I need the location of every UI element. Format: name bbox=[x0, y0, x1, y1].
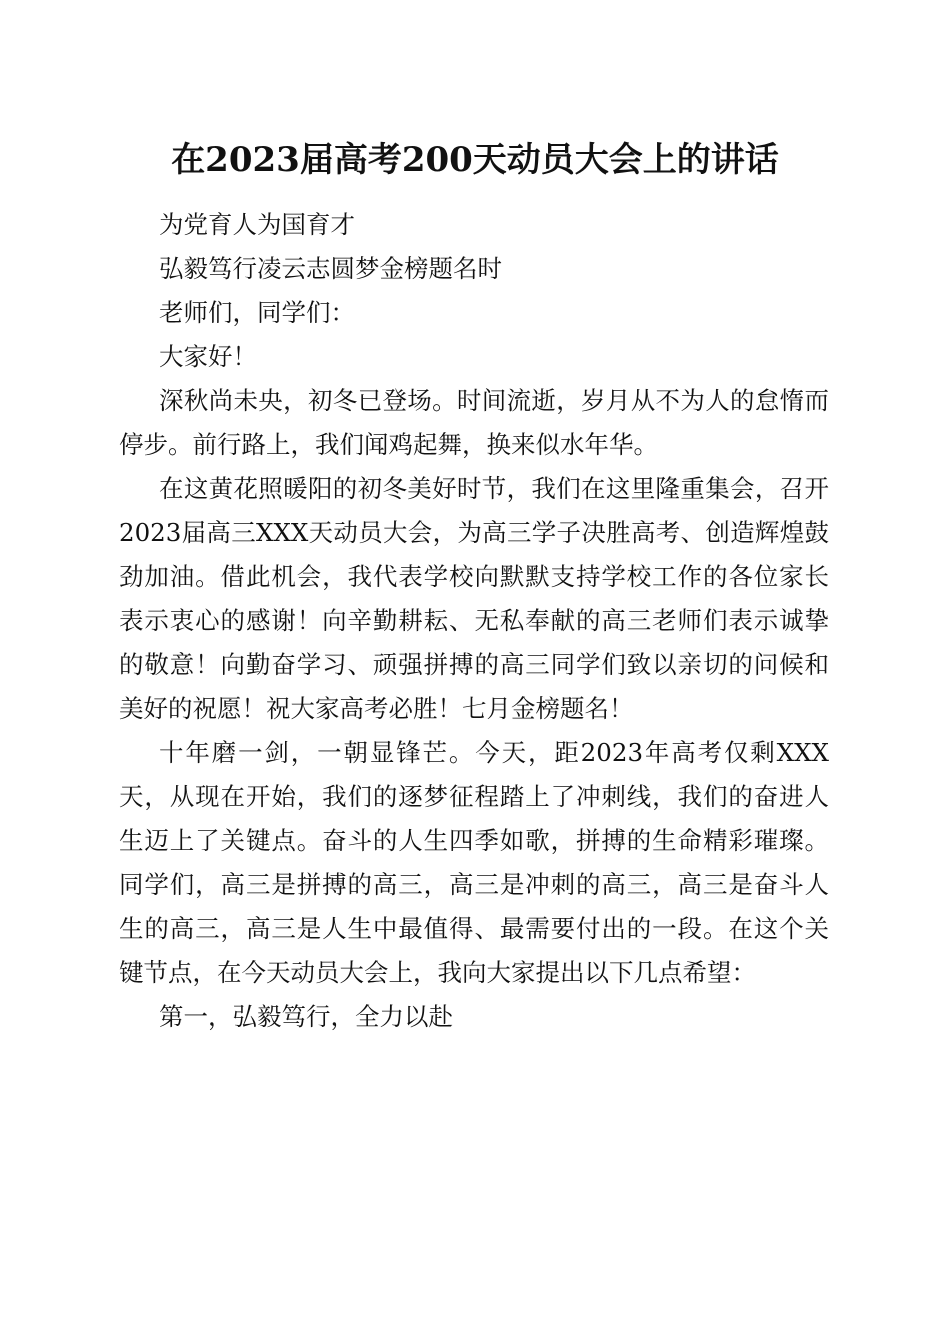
greeting: 大家好！ bbox=[159, 342, 257, 371]
document-body bbox=[119, 203, 829, 1039]
document-title: 在2023届高考200天动员大会上的讲话 bbox=[171, 140, 779, 180]
subtitle-line-1: 为党育人为国育才 bbox=[159, 210, 355, 239]
subtitle-line-2: 弘毅笃行凌云志圆梦金榜题名时 bbox=[159, 254, 502, 283]
salutation: 老师们，同学们： bbox=[159, 298, 355, 327]
paragraph-gathering: 在这黄花照暖阳的初冬美好时节，我们在这里隆重集会，召开2023届高三XXX天动员大会，为高三学子决胜高考、创造辉煌鼓劲加油。借此机会，我代表学校向默默支持学校工作的各位家长表示衷心的感谢！向辛勤耕耘、无私奉献的高三老师们表示诚挚的敬意！向勤奋学习、顽强拼搏的高三同学们致以亲切的问候和美好的祝愿！祝大家高考必胜！七月金榜题名！ bbox=[119, 474, 829, 723]
paragraph-intro: 深秋尚未央，初冬已登场。时间流逝，岁月从不为人的怠惰而停步。前行路上，我们闻鸡起舞，换来似水年华。 bbox=[119, 386, 829, 459]
section-heading-1: 第一，弘毅笃行，全力以赴 bbox=[159, 1002, 453, 1031]
paragraph-countdown: 十年磨一剑，一朝显锋芒。今天，距2023年高考仅剩XXX天，从现在开始，我们的逐梦征程踏上了冲刺线，我们的奋进人生迈上了关键点。奋斗的人生四季如歌，拼搏的生命精彩璀璨。同学们，高三是拼搏的高三，高三是冲刺的高三，高三是奋斗人生的高三，高三是人生中最值得、最需要付出的一段。在这个关键节点，在今天动员大会上，我向大家提出以下几点希望： bbox=[119, 738, 829, 987]
